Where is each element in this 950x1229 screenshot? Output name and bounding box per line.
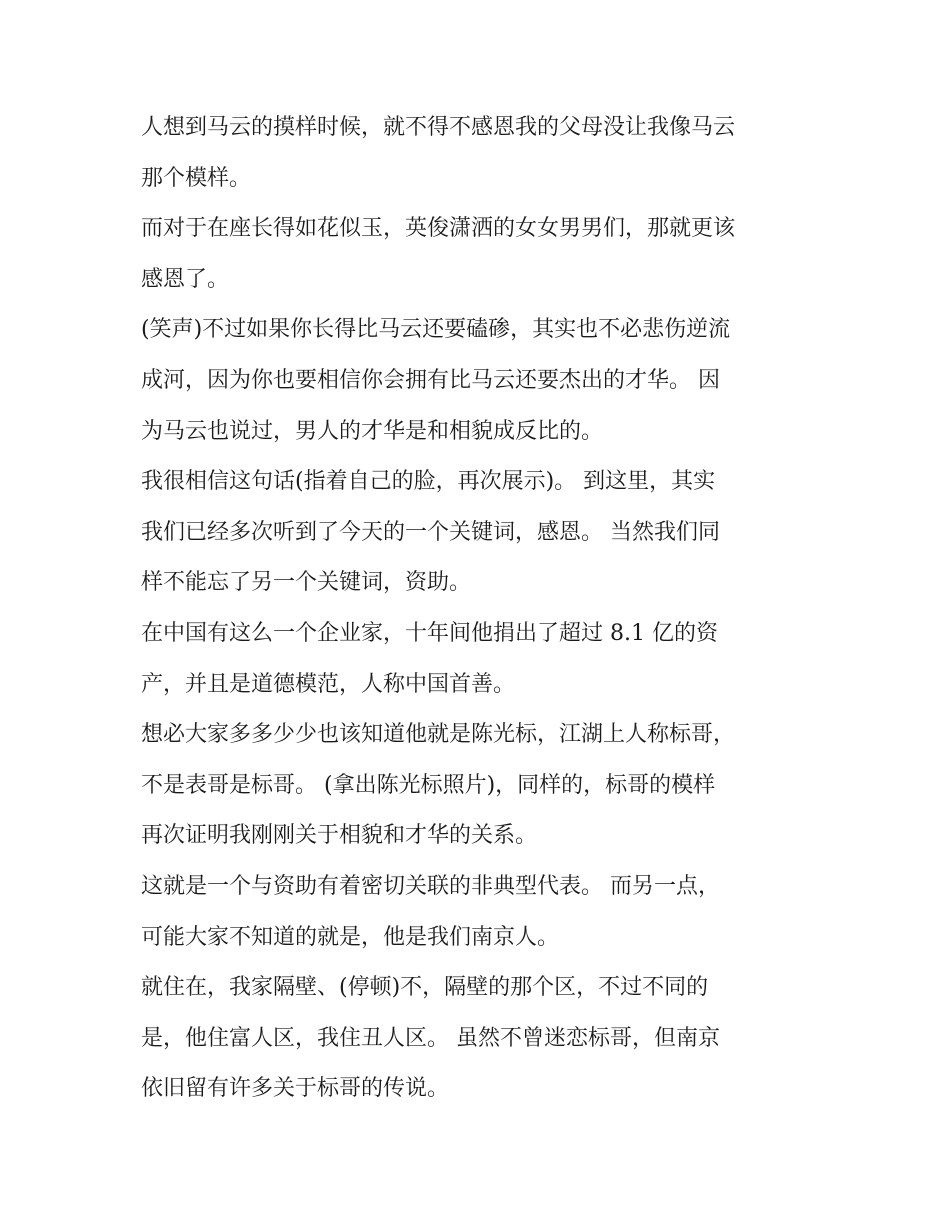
text-line: 可能大家不知道的就是，他是我们南京人。 (141, 924, 560, 950)
text-line: 我很相信这句话(指着自己的脸，再次展示)。 到这里，其实 (141, 469, 716, 495)
text-line: 不是表哥是标哥。 (拿出陈光标照片)，同样的，标哥的模样 (141, 772, 716, 798)
text-line: 就住在，我家隔壁、(停顿)不，隔壁的那个区，不过不同的 (141, 975, 709, 1001)
text-line: 产，并且是道德模范，人称中国首善。 (141, 671, 516, 697)
text-line: 再次证明我刚刚关于相貌和才华的关系。 (141, 823, 538, 849)
document-body (141, 103, 821, 1115)
text-line: 我们已经多次听到了今天的一个关键词，感恩。 当然我们同 (141, 519, 720, 545)
text-line: 是，他住富人区，我住丑人区。 虽然不曾迷恋标哥，但南京 (141, 1025, 720, 1051)
text-line: 样不能忘了另一个关键词，资助。 (141, 570, 472, 596)
text-line: 而对于在座长得如花似玉，英俊潇洒的女女男男们，那就更该 (141, 216, 736, 242)
text-line: 感恩了。 (141, 266, 230, 292)
text-line: 依旧留有许多关于标哥的传说。 (141, 1076, 450, 1102)
text-line: 想必大家多多少少也该知道他就是陈光标，江湖上人称标哥， (141, 722, 736, 748)
text-line: 那个模样。 (141, 165, 252, 191)
text-line: (笑声)不过如果你长得比马云还要磕碜，其实也不必悲伤逆流 (141, 317, 731, 343)
text-line: 人想到马云的摸样时候，就不得不感恩我的父母没让我像马云 (141, 115, 736, 140)
text-line: 为马云也说过，男人的才华是和相貌成反比的。 (141, 418, 604, 444)
text-line: 这就是一个与资助有着密切关联的非典型代表。 而另一点， (141, 873, 720, 899)
text-line: 在中国有这么一个企业家，十年间他捐出了超过 8.1 亿的资 (141, 620, 718, 646)
text-line: 成河，因为你也要相信你会拥有比马云还要杰出的才华。 因 (141, 367, 720, 393)
